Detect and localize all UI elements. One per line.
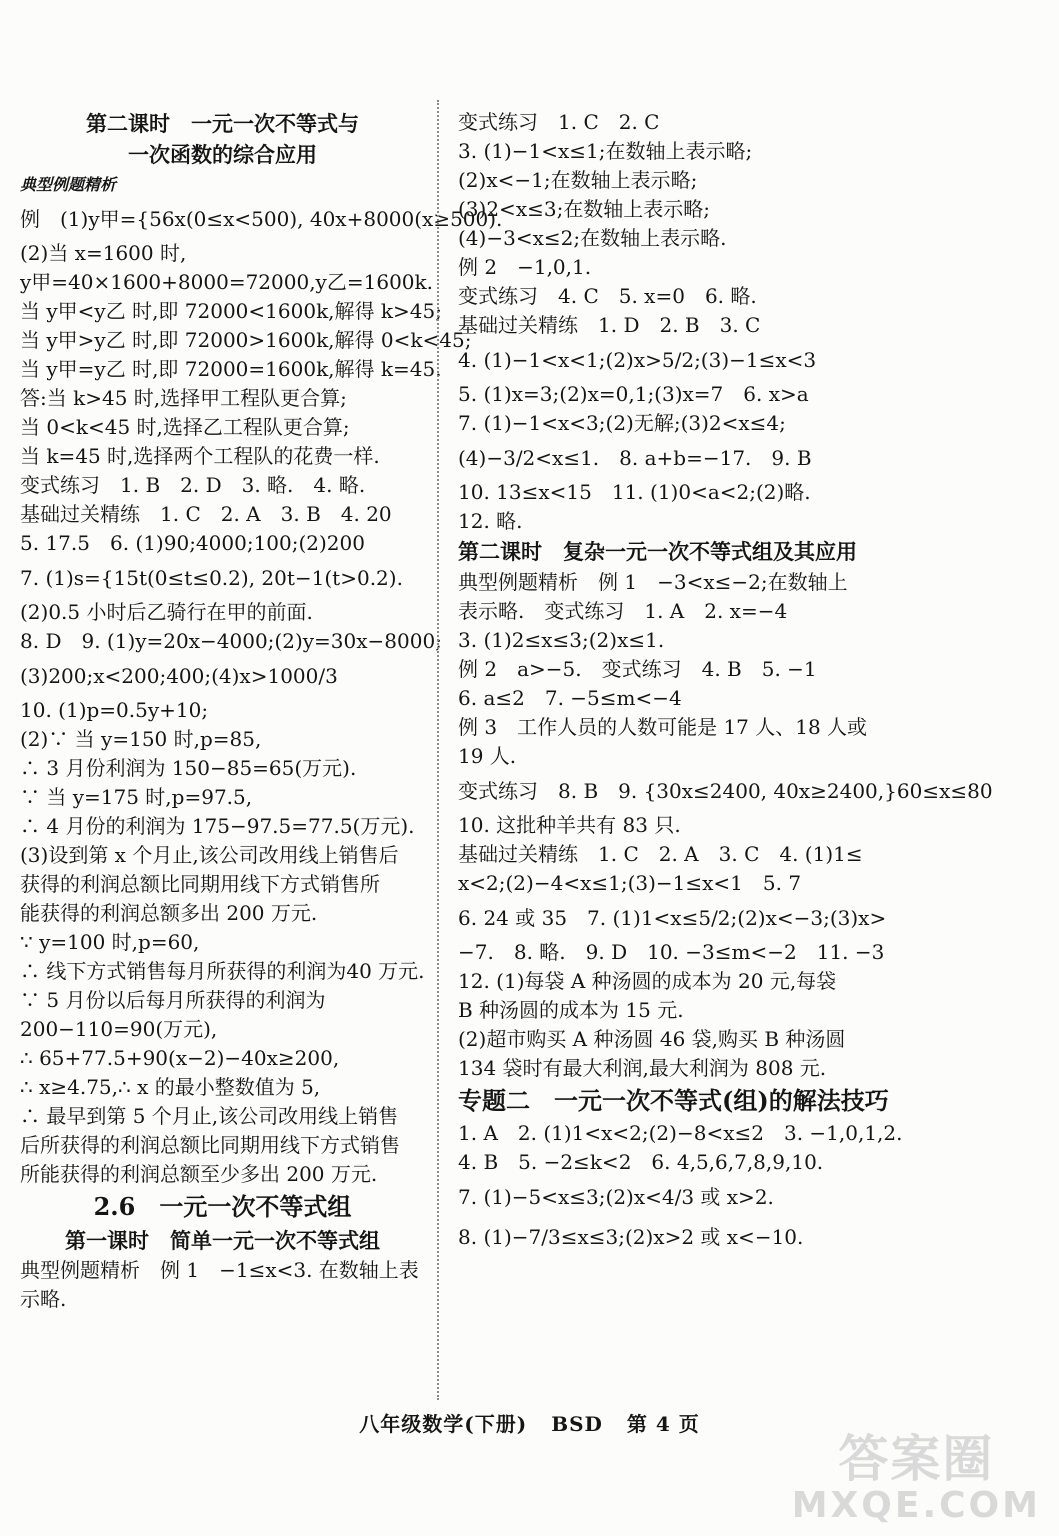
answer-line: 后所获得的利润总额比同期用线下方式销售 xyxy=(20,1133,400,1157)
answer-line: 6. a≤2 7. −5≤m<−4 xyxy=(458,686,682,710)
answer-line: 变式练习 4. C 5. x=0 6. 略. xyxy=(458,284,757,308)
section-heading: 一次函数的综合应用 xyxy=(128,142,317,167)
answer-line: 5. (1)x=3;(2)x=0,1;(3)x=7 6. x>a xyxy=(458,382,809,406)
right-column xyxy=(458,108,1043,1257)
answer-line: 变式练习 8. B 9. {30x≤2400, 40x≥2400,}60≤x≤80 xyxy=(458,779,993,803)
answer-line: 8. D 9. (1)y=20x−4000;(2)y=30x−8000; xyxy=(20,629,442,653)
answer-line: ∴ 线下方式销售每月所获得的利润为40 万元. xyxy=(20,959,425,983)
answer-line: 典型例题精析 例 1 −3<x≤−2;在数轴上 xyxy=(458,570,848,594)
watermark-logo-text: 答案圈 xyxy=(838,1430,995,1488)
answer-line: 当 y甲>y乙 时,即 72000>1600k,解得 0<k<45; xyxy=(20,328,472,352)
answer-line: ∵ 5 月份以后每月所获得的利润为 xyxy=(20,988,326,1012)
answer-line: 例 (1)y甲={56x(0≤x<500), 40x+8000(x≥500). xyxy=(20,207,503,231)
answer-line: 12. (1)每袋 A 种汤圆的成本为 20 元,每袋 xyxy=(458,969,837,993)
answer-line: 5. 17.5 6. (1)90;4000;100;(2)200 xyxy=(20,531,365,555)
answer-line: 变式练习 1. B 2. D 3. 略. 4. 略. xyxy=(20,473,366,497)
answer-line: x<2;(2)−4<x≤1;(3)−1≤x<1 5. 7 xyxy=(458,871,802,895)
answer-line: ∴ 65+77.5+90(x−2)−40x≥200, xyxy=(20,1046,340,1070)
answer-line: (2)当 x=1600 时, xyxy=(20,241,187,265)
answer-line: 基础过关精练 1. C 2. A 3. B 4. 20 xyxy=(20,502,392,526)
answer-line: 12. 略. xyxy=(458,509,523,533)
answer-line: 当 0<k<45 时,选择乙工程队更合算; xyxy=(20,415,350,439)
answer-line: (2)0.5 小时后乙骑行在甲的前面. xyxy=(20,600,313,624)
answer-line: 19 人. xyxy=(458,744,517,768)
answer-line: 当 y甲=y乙 时,即 72000=1600k,解得 k=45. xyxy=(20,357,442,381)
answer-line: −7. 8. 略. 9. D 10. −3≤m<−2 11. −3 xyxy=(458,940,885,964)
answer-line: 3. (1)2≤x≤3;(2)x≤1. xyxy=(458,628,665,652)
answer-line: 10. (1)p=0.5y+10; xyxy=(20,698,209,722)
answer-line: y甲=40×1600+8000=72000,y乙=1600k. xyxy=(20,270,433,294)
answer-line: 8. (1)−7/3≤x≤3;(2)x>2 或 x<−10. xyxy=(458,1225,804,1249)
answer-line: 10. 13≤x<15 11. (1)0<a<2;(2)略. xyxy=(458,480,811,504)
watermark-url: MXQE.COM xyxy=(791,1485,1041,1526)
section-heading: 第二课时 复杂一元一次不等式组及其应用 xyxy=(458,539,857,564)
section-heading: 第一课时 简单一元一次不等式组 xyxy=(65,1228,380,1253)
answer-line: 典型例题精析 例 1 −1≤x<3. 在数轴上表 xyxy=(20,1258,419,1282)
answer-line: 3. (1)−1<x≤1;在数轴上表示略; xyxy=(458,139,753,163)
answer-line: 能获得的利润总额多出 200 万元. xyxy=(20,901,318,925)
answer-line: (2)超市购买 A 种汤圆 46 袋,购买 B 种汤圆 xyxy=(458,1027,846,1051)
answer-line: 例 3 工作人员的人数可能是 17 人、18 人或 xyxy=(458,715,868,739)
answer-line: 基础过关精练 1. C 2. A 3. C 4. (1)1≤ xyxy=(458,842,863,866)
answer-line: (2)x<−1;在数轴上表示略; xyxy=(458,168,698,192)
answer-line: 4. B 5. −2≤k<2 6. 4,5,6,7,8,9,10. xyxy=(458,1150,824,1174)
answer-line: 例 2 −1,0,1. xyxy=(458,255,592,279)
answer-line: 6. 24 或 35 7. (1)1<x≤5/2;(2)x<−3;(3)x> xyxy=(458,906,887,930)
answer-line: 10. 这批种羊共有 83 只. xyxy=(458,813,681,837)
section-heading: 专题二 一元一次不等式(组)的解法技巧 xyxy=(458,1086,889,1115)
answer-line: 7. (1)−1<x<3;(2)无解;(3)2<x≤4; xyxy=(458,411,786,435)
answer-line: 当 k=45 时,选择两个工程队的花费一样. xyxy=(20,444,380,468)
section-heading: 第二课时 一元一次不等式与 xyxy=(86,111,359,136)
answer-line: 获得的利润总额比同期用线下方式销售所 xyxy=(20,872,380,896)
answer-line: 典型例题精析 xyxy=(20,175,117,194)
watermark xyxy=(792,1432,1041,1526)
answer-line: 例 2 a>−5. 变式练习 4. B 5. −1 xyxy=(458,657,817,681)
answer-line: 答:当 k>45 时,选择甲工程队更合算; xyxy=(20,386,347,410)
answer-line: 示略. xyxy=(20,1287,67,1311)
answer-line: (4)−3<x≤2;在数轴上表示略. xyxy=(458,226,727,250)
answer-line: 所能获得的利润总额至少多出 200 万元. xyxy=(20,1162,378,1186)
answer-line: 变式练习 1. C 2. C xyxy=(458,110,660,134)
answer-line: 基础过关精练 1. D 2. B 3. C xyxy=(458,313,761,337)
answer-line: 4. (1)−1<x<1;(2)x>5/2;(3)−1≤x<3 xyxy=(458,348,817,372)
answer-line: (4)−3/2<x≤1. 8. a+b=−17. 9. B xyxy=(458,446,812,470)
answer-line: (2)∵ 当 y=150 时,p=85, xyxy=(20,727,262,751)
footer-edition: BSD xyxy=(551,1412,603,1436)
answer-line: ∴ 最早到第 5 个月止,该公司改用线上销售 xyxy=(20,1104,399,1128)
answer-line: B 种汤圆的成本为 15 元. xyxy=(458,998,684,1022)
answer-line: (3)设到第 x 个月止,该公司改用线上销售后 xyxy=(20,843,399,867)
answer-line: (3)2<x≤3;在数轴上表示略; xyxy=(458,197,711,221)
answer-line: 表示略. 变式练习 1. A 2. x=−4 xyxy=(458,599,788,623)
answer-line: (3)200;x<200;400;(4)x>1000/3 xyxy=(20,664,338,688)
footer-page-number: 第 4 页 xyxy=(626,1412,700,1436)
answer-line: 当 y甲<y乙 时,即 72000<1600k,解得 k>45; xyxy=(20,299,442,323)
answer-line: 200−110=90(万元), xyxy=(20,1017,218,1041)
answer-line: ∴ 4 月份的利润为 175−97.5=77.5(万元). xyxy=(20,814,415,838)
answer-line: ∴ 3 月份利润为 150−85=65(万元). xyxy=(20,756,357,780)
column-divider xyxy=(437,100,439,1400)
answer-line: ∴ x≥4.75,∴ x 的最小整数值为 5, xyxy=(20,1075,321,1099)
answer-line: 134 袋时有最大利润,最大利润为 808 元. xyxy=(458,1056,827,1080)
answer-line: 7. (1)s={15t(0≤t≤0.2), 20t−1(t>0.2). xyxy=(20,566,403,590)
answer-line: ∵ y=100 时,p=60, xyxy=(20,930,200,954)
footer-book-title: 八年级数学(下册) xyxy=(359,1412,528,1436)
answer-line: ∵ 当 y=175 时,p=97.5, xyxy=(20,785,253,809)
answer-line: 1. A 2. (1)1<x<2;(2)−8<x≤2 3. −1,0,1,2. xyxy=(458,1121,903,1145)
answer-line: 7. (1)−5<x≤3;(2)x<4/3 或 x>2. xyxy=(458,1185,774,1209)
section-heading: 2.6 一元一次不等式组 xyxy=(93,1192,352,1221)
